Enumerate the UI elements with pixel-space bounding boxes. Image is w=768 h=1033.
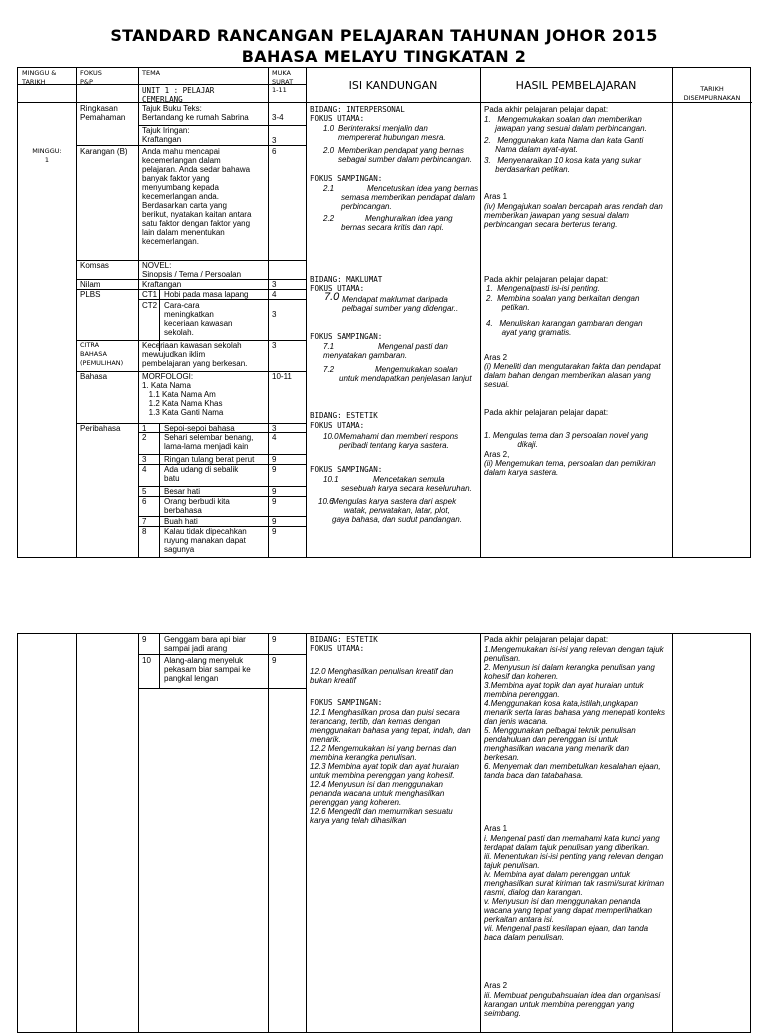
hasil-b-2: 2. Membina soalan yang berkaitan dengan petikan. [486, 294, 640, 312]
hasil-c-1: 1. Mengulas tema dan 3 persoalan novel yang dikaji. [484, 431, 649, 449]
header-fokus: FOKUS P&P [80, 69, 102, 86]
isi-s1: Mencetuskan idea yang bernas semasa memberikan pendapat dalam perbincangan. [341, 184, 479, 211]
tema-iringan: Tajuk Iringan: Kraftangan [142, 126, 190, 144]
isi-e2: Mencetakan semula sesebuah karya secara keseluruhan. [341, 475, 472, 493]
peribahasa-text: Sepoi-sepoi bahasa [164, 424, 235, 433]
fokus-peribahasa: Peribahasa [80, 424, 121, 433]
peribahasa-muka: 9 [272, 656, 277, 665]
peribahasa-text: Ringan tulang berat perut [164, 455, 255, 464]
minggu-label: MINGGU: 1 [32, 147, 62, 164]
isi-s1-no: 2.1 [323, 184, 335, 193]
fokus-bahasa: Bahasa [80, 372, 108, 381]
plan-table-page-1 [17, 67, 751, 558]
plbs-ct2-label: CT2 [142, 301, 158, 310]
muka-ringkasan: 3-4 [272, 113, 284, 122]
isi2-utama: 12.0 Menghasilkan penulisan kreatif dan bukan kreatif [310, 667, 454, 685]
peribahasa-muka: 9 [272, 455, 277, 464]
peribahasa-no: 10 [142, 656, 151, 665]
isi-s2: Menghuraikan idea yang bernas secara kritis dan rapi. [341, 214, 453, 232]
fokus-plbs: PLBS [80, 290, 101, 299]
hasil2-aras-1: Aras 1 [484, 824, 508, 833]
isi-u2-no: 2.0 [323, 146, 335, 155]
fokus-karangan: Karangan (B) [80, 147, 128, 156]
hasil-intro-1: Pada akhir pelajaran pelajar dapat: [484, 105, 609, 114]
peribahasa-no: 1 [142, 424, 147, 433]
isi-fokus-utama: FOKUS UTAMA: [310, 114, 365, 123]
tema-bahasa: MORFOLOGI: 1. Kata Nama 1.1 Kata Nama Am 1.2 Kata Nama Khas 1.3 Kata Ganti Nama [142, 372, 224, 417]
hasil-a-3: 3. Menyenaraikan 10 kosa kata yang sukar berdasarkan petikan. [484, 156, 641, 174]
hasil-b-3: 4. Menuliskan karangan gambaran dengan ayat yang gramatis. [486, 319, 643, 337]
isi2-bidang: BIDANG: ESTETIK [310, 635, 378, 644]
isi-e-fokus-utama: FOKUS UTAMA: [310, 421, 365, 430]
isi-bidang-interpersonal: BIDANG: INTERPERSONAL [310, 105, 405, 114]
isi-u1-no: 1.0 [323, 124, 335, 133]
header-tema: TEMA [142, 69, 161, 77]
hasil-aras-2: Aras 2 [484, 353, 508, 362]
tema-buku-teks: Tajuk Buku Teks: Bertandang ke rumah Sabrina [142, 104, 249, 122]
peribahasa-no: 8 [142, 527, 147, 536]
muka-nilam: 3 [272, 280, 277, 289]
muka-karangan: 6 [272, 147, 277, 156]
peribahasa-text: Buah hati [164, 517, 198, 526]
muka-citra: 3 [272, 341, 277, 350]
peribahasa-no: 4 [142, 465, 147, 474]
hasil-aras-2b: Aras 2, [484, 450, 510, 459]
peribahasa-text: Orang berbudi kita berbahasa [164, 497, 230, 515]
isi-e2-no: 10.1 [323, 475, 339, 484]
peribahasa-muka: 9 [272, 527, 277, 536]
muka-iringan: 3 [272, 136, 277, 145]
hasil2-aras-1-list: i. Mengenal pasti dan memahami kata kunci yang terdapat dalam tajuk penulisan yang diberikan. iii. Menentukan isi-isi penting yang relevan dengan tajuk penulisan. iv. Membina ayat dalam perenggan untuk menghasilkan surat kiriman tak rasmi/surat kiriman rasmi, dialog dan karangan. v. Menyusun isi dan menggunakan penanda wacana yang tepat yang dapat memperlihatkan perkaitan antara isi. vii. Mengenal pasti kesilapan ejaan, dan tanda baca dalam penulisan. [484, 834, 665, 942]
muka-bahasa: 10-11 [272, 372, 292, 381]
peribahasa-muka: 9 [272, 465, 277, 474]
isi-bidang-maklumat: BIDANG: MAKLUMAT [310, 275, 383, 284]
plbs-ct2-text: Cara-cara meningkatkan keceriaan kawasan sekolah. [164, 301, 233, 337]
isi-m1-no: 7.0 [324, 291, 340, 303]
hasil-intro-3: Pada akhir pelajaran pelajar dapat: [484, 408, 609, 417]
peribahasa-muka: 9 [272, 497, 277, 506]
header-hasil-pembelajaran: HASIL PEMBELAJARAN [515, 79, 637, 92]
header-tarikh: TARIKH DISEMPURNAKAN [683, 85, 741, 102]
isi-fokus-sampingan: FOKUS SAMPINGAN: [310, 174, 383, 183]
plan-table-page-2 [17, 633, 751, 1033]
isi-m2: Mengenal pasti dan menyatakan gambaran. [323, 342, 448, 360]
document-title-line-1: STANDARD RANCANGAN PELAJARAN TAHUNAN JOHOR 2015 [110, 26, 658, 45]
peribahasa-muka: 9 [272, 635, 277, 644]
isi-m-fokus-utama: FOKUS UTAMA: [310, 284, 365, 293]
peribahasa-no: 3 [142, 455, 147, 464]
peribahasa-no: 6 [142, 497, 147, 506]
tema-nilam: Kraftangan [142, 280, 182, 289]
unit-title: UNIT 1 : PELAJAR CEMERLANG [142, 86, 215, 104]
hasil2-list: 1.Mengemukakan isi-isi yang relevan dengan tajuk penulisan. 2. Menyusun isi dalam kerangka penulisan yang kohesif dan koheren. 3.Membina ayat topik dan ayat huraian untuk membina perenggan. 4.Menggunakan kosa kata,istilah,ungkapan menarik serta laras bahasa yang menepati konteks dan jenis wacana. 5. Menggunakan pelbagai teknik penulisan pendahuluan dan perenggan isi untuk menghasilkan wacana yang menarik dan berkesan. 6. Menyemak dan membetulkan kesalahan ejaan, tanda baca dan tatabahasa. [484, 645, 665, 780]
hasil-aras-1-text: (iv) Mengajukan soalan bercapah aras rendah dan memberikan jawapan yang sesuai dalam perbincangan secara berterus terang. [484, 202, 663, 229]
isi-m3-no: 7.2 [323, 365, 335, 374]
header-muka-surat: MUKA SURAT [272, 69, 294, 86]
tema-citra: Keceriaan kawasan sekolah mewujudkan iklim pembelajaran yang berkesan. [142, 341, 248, 368]
peribahasa-text: Ada udang di sebalik batu [164, 465, 239, 483]
header-minggu: MINGGU & TARIKH [22, 69, 57, 86]
fokus-ringkasan: Ringkasan Pemahaman [80, 104, 126, 122]
peribahasa-muka: 3 [272, 424, 277, 433]
peribahasa-text: Genggam bara api biar sampai jadi arang [164, 635, 246, 653]
hasil-a-2: 2. Menggunakan kata Nama dan kata Ganti Nama dalam ayat-ayat. [484, 136, 644, 154]
plbs-ct1-label: CT1 [142, 290, 158, 299]
peribahasa-no: 2 [142, 433, 147, 442]
peribahasa-no: 9 [142, 635, 147, 644]
peribahasa-text: Alang-alang menyeluk pekasam biar sampai ke pangkal lengan [164, 656, 251, 683]
hasil2-aras-2: Aras 2 [484, 981, 508, 990]
hasil-aras-2-text: (i) Meneliti dan mengutarakan fakta dan pendapat dalam bahan dengan memberikan alasan yang sesuai. [484, 362, 661, 389]
hasil-a-1: 1. Mengemukakan soalan dan memberikan jawapan yang sesuai dalam perbincangan. [484, 115, 647, 133]
isi-m2-no: 7.1 [323, 342, 335, 351]
plbs-ct1-text: Hobi pada masa lapang [164, 290, 249, 299]
isi-e1: Memahami dan memberi respons peribadi tentang karya sastera. [339, 432, 459, 450]
document-title-line-2: BAHASA MELAYU TINGKATAN 2 [241, 47, 527, 66]
isi2-fokus-utama: FOKUS UTAMA: [310, 644, 365, 653]
tema-karangan: Anda mahu mencapai kecemerlangan dalam pelajaran. Anda sedar bahawa banyak faktor yang menyumbang kepada kecemerlangan anda. Berdasarkan carta yang berikut, nyatakan kaitan antara satu faktor dengan faktor yang lain dalam menentukan kecemerlangan. [142, 147, 252, 246]
peribahasa-text: Besar hati [164, 487, 201, 496]
isi2-fokus-sampingan: FOKUS SAMPINGAN: [310, 698, 383, 707]
peribahasa-text: Sehari selembar benang, lama-lama menjadi kain [164, 433, 254, 451]
hasil-b-1: 1. Mengenalpasti isi-isi penting. [486, 284, 600, 293]
header-isi-kandungan: ISI KANDUNGAN [348, 79, 438, 92]
isi-m3: Mengemukakan soalan untuk mendapatkan penjelasan lanjut [339, 365, 472, 383]
isi-m-fokus-sampingan: FOKUS SAMPINGAN: [310, 332, 383, 341]
isi-u1: Berinteraksi menjalin dan mempererat hubungan mesra. [338, 124, 446, 142]
peribahasa-no: 5 [142, 487, 147, 496]
isi-bidang-estetik: BIDANG: ESTETIK [310, 411, 378, 420]
peribahasa-muka: 4 [272, 433, 277, 442]
fokus-citra-bahasa: CITRA BAHASA (PEMULIHAN) [80, 341, 124, 367]
isi-e3: Mengulas karya sastera dari aspek watak, perwatakan, latar, plot, gaya bahasa, dan sudut pandangan. [332, 497, 462, 524]
isi2-sampingan: 12.1 Menghasilkan prosa dan puisi secara terancang, tertib, dan kemas dengan menggunakan bahasa yang tepat, indah, dan menarik. 12.2 Mengemukakan isi yang bernas dan membina kerangka penulisan. 12.3 Membina ayat topik dan ayat huraian untuk membina perenggan yang kohesif. 12.4 Menyusun isi dan menggunakan penanda wacana untuk menghasilkan perenggan yang koheren. 12.6 Mengedit dan memurnikan sesuatu karya yang telah dihasilkan [310, 708, 471, 825]
hasil2-intro: Pada akhir pelajaran pelajar dapat: [484, 635, 609, 644]
isi-m1: Mendapat maklumat daripada pelbagai sumber yang didengar.. [342, 295, 459, 313]
hasil-aras-1: Aras 1 [484, 192, 508, 201]
fokus-komsas: Komsas [80, 261, 109, 270]
muka-ct2: 3 [272, 310, 277, 319]
peribahasa-text: Kalau tidak dipecahkan ruyung manakan dapat sagunya [164, 527, 247, 554]
isi-s2-no: 2.2 [323, 214, 335, 223]
hasil2-aras-2-list: iii. Membuat pengubahsuaian idea dan organisasi karangan untuk membina perenggan yang seimbang. [484, 991, 661, 1018]
isi-e-fokus-sampingan: FOKUS SAMPINGAN: [310, 465, 383, 474]
isi-u2: Memberikan pendapat yang bernas sebagai sumber dalam perbincangan. [338, 146, 472, 164]
tema-komsas: NOVEL: Sinopsis / Tema / Persoalan [142, 261, 242, 279]
fokus-nilam: Nilam [80, 280, 101, 289]
hasil-c-2: (ii) Mengemukan tema, persoalan dan pemikiran dalam karya sastera. [484, 459, 656, 477]
muka-ct1: 4 [272, 290, 277, 299]
peribahasa-no: 7 [142, 517, 147, 526]
isi-e1-no: 10.0 [323, 432, 339, 441]
unit-pages: 1-11 [272, 86, 287, 94]
peribahasa-muka: 9 [272, 487, 277, 496]
hasil-intro-2: Pada akhir pelajaran pelajar dapat: [484, 275, 609, 284]
peribahasa-muka: 9 [272, 517, 277, 526]
isi-e3-no: 10.6 [318, 497, 334, 506]
